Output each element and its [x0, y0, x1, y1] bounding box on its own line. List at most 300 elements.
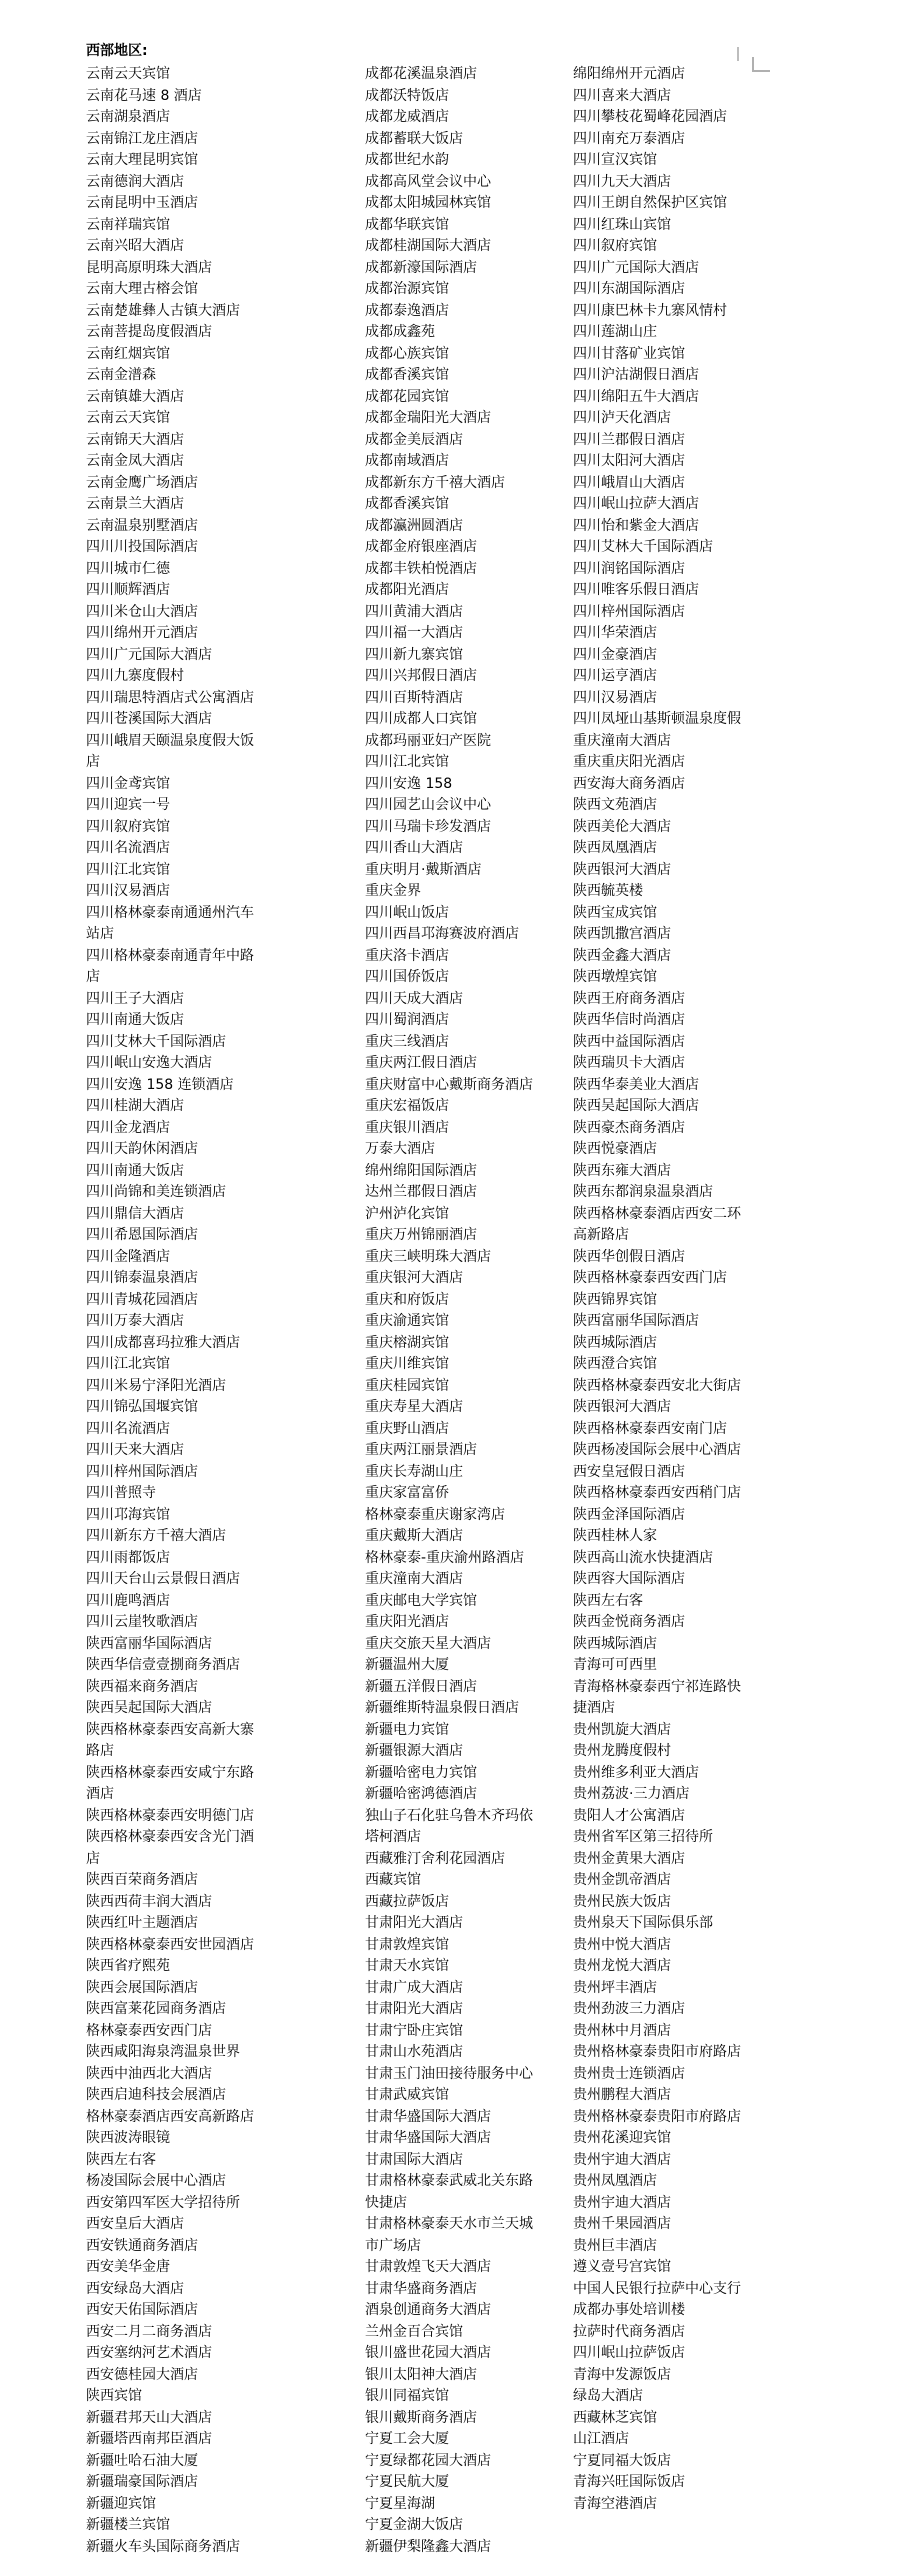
hotel-list-item: 新疆五洋假日酒店 — [365, 1678, 477, 1695]
hotel-list-item: 新疆瑞豪国际酒店 — [86, 2474, 198, 2490]
hotel-list-item: 陕西咸阳海泉湾温泉世界 — [86, 2044, 240, 2060]
hotel-list-item: 重庆寿星大酒店 — [365, 1399, 463, 1415]
hotel-list-item: 陕西澄合宾馆 — [573, 1356, 657, 1372]
hotel-list-item: 甘肃格林豪泰天水市兰天城市广场店 — [365, 2216, 533, 2254]
hotel-list-item: 四川绵阳五牛大酒店 — [573, 388, 699, 405]
hotel-list-item: 四川南通大饭店 — [86, 1012, 184, 1028]
hotel-list-item: 贵州民族大饭店 — [573, 1893, 671, 1910]
hotel-list-item: 四川鹿鸣酒店 — [86, 1592, 170, 1609]
hotel-list-item: 贵州维多利亚大酒店 — [573, 1764, 699, 1781]
hotel-list-item: 甘肃华盛国际大酒店 — [365, 2130, 491, 2146]
hotel-list-item: 四川唯客乐假日酒店 — [573, 582, 699, 598]
hotel-list-item: 陕西悦豪酒店 — [573, 1141, 657, 1157]
hotel-list-item: 陕西中油西北大酒店 — [86, 2065, 212, 2082]
hotel-list-item: 四川艾林大千国际酒店 — [573, 539, 713, 555]
hotel-list-item: 四川苍溪国际大酒店 — [86, 711, 212, 727]
hotel-list-item: 西藏雅汀舍利花园酒店 — [365, 1850, 505, 1867]
hotel-list-item: 陕西毓英楼 — [573, 883, 643, 899]
hotel-list-item: 甘肃敦煌宾馆 — [365, 1936, 449, 1953]
hotel-list-item: 甘肃国际大酒店 — [365, 2151, 463, 2168]
hotel-list-item: 成都南域酒店 — [365, 453, 449, 469]
hotel-list-item: 四川峨眉天颐温泉度假大饭店 — [86, 732, 254, 770]
hotel-list-item: 甘肃玉门油田接待服务中心 — [365, 2065, 533, 2082]
hotel-list-item: 四川梓州国际酒店 — [573, 603, 685, 620]
hotel-list-item: 成都蓄联大饭店 — [365, 130, 463, 147]
hotel-list-item: 陕西银河大酒店 — [573, 1399, 671, 1415]
hotel-list-item: 陕西容大国际酒店 — [573, 1571, 685, 1587]
hotel-list-item: 陕西城际酒店 — [573, 1334, 657, 1351]
hotel-list-item: 成都金瑞阳光大酒店 — [365, 410, 491, 426]
hotel-list-item: 贵州千果园酒店 — [573, 2216, 671, 2232]
hotel-list-item: 四川叙府宾馆 — [573, 238, 657, 254]
hotel-list-item: 陕西墩煌宾馆 — [573, 969, 657, 985]
hotel-list-item: 陕西瑞贝卡大酒店 — [573, 1055, 685, 1071]
hotel-list-item: 成都成鑫苑 — [365, 324, 435, 340]
hotel-list-item: 甘肃广成大酒店 — [365, 1979, 463, 1996]
hotel-list-item: 四川汉易酒店 — [86, 883, 170, 899]
hotel-list-item: 云南金鹰广场酒店 — [86, 474, 198, 491]
hotel-list-item: 四川雨都饭店 — [86, 1549, 170, 1566]
hotel-list-item: 绵州绵阳国际酒店 — [365, 1162, 477, 1179]
hotel-list-item: 重庆戴斯大酒店 — [365, 1528, 463, 1544]
hotel-list-item: 甘肃华盛商务酒店 — [365, 2280, 477, 2297]
hotel-list-item: 陕西格林豪泰西安高新大寨路店 — [86, 1721, 254, 1759]
hotel-list-item: 重庆洛卡酒店 — [365, 947, 449, 964]
hotel-list-item: 甘肃阳光大酒店 — [365, 2001, 463, 2017]
hotel-list-item: 贵州中悦大酒店 — [573, 1936, 671, 1953]
hotel-list-item: 四川九寨度假村 — [86, 668, 184, 684]
hotel-list-item: 陕西福来商务酒店 — [86, 1678, 198, 1695]
hotel-list-item: 拉萨时代商务酒店 — [573, 2323, 685, 2340]
hotel-list-item: 云南兴昭大酒店 — [86, 238, 184, 254]
hotel-list-item: 陕西格林豪泰西安世园酒店 — [86, 1936, 254, 1953]
hotel-list-item: 成都泰逸酒店 — [365, 302, 449, 319]
hotel-list-item: 云南大理昆明宾馆 — [86, 152, 198, 168]
hotel-list-item: 四川峨眉山大酒店 — [573, 474, 685, 491]
hotel-list-item: 陕西华信时尚酒店 — [573, 1012, 685, 1028]
hotel-list-item: 西藏宾馆 — [365, 1872, 421, 1888]
hotel-list-item: 西安绿岛大酒店 — [86, 2280, 184, 2297]
hotel-list-item: 云南湖泉酒店 — [86, 109, 170, 125]
hotel-list-item: 四川马瑞卡珍发酒店 — [365, 818, 491, 835]
hotel-list-item: 四川莲湖山庄 — [573, 324, 657, 340]
hotel-list-item: 重庆川维宾馆 — [365, 1356, 449, 1372]
hotel-list-item: 四川梓州国际酒店 — [86, 1463, 198, 1480]
hotel-list-item: 四川香山大酒店 — [365, 840, 463, 856]
hotel-list-item: 重庆桂园宾馆 — [365, 1377, 449, 1394]
hotel-list-item: 云南云天宾馆 — [86, 66, 170, 82]
hotel-list-item: 四川邛海宾馆 — [86, 1506, 170, 1523]
hotel-list-item: 宁夏星海湖 — [365, 2495, 435, 2512]
hotel-list-item: 重庆渝通宾馆 — [365, 1313, 449, 1329]
hotel-list-item: 新疆迎宾馆 — [86, 2495, 156, 2512]
hotel-list-item: 绿岛大酒店 — [573, 2388, 643, 2404]
hotel-list-item: 甘肃宁卧庄宾馆 — [365, 2022, 463, 2039]
hotel-column-1 — [86, 64, 258, 2558]
hotel-list-item: 陕西华创假日酒店 — [573, 1248, 685, 1265]
hotel-list-item: 甘肃天水宾馆 — [365, 1958, 449, 1974]
hotel-list-item: 陕西吴起国际大酒店 — [86, 1700, 212, 1716]
hotel-list-item: 四川甘落矿业宾馆 — [573, 345, 685, 362]
hotel-list-item: 陕西省疗熙苑 — [86, 1958, 170, 1974]
hotel-list-item: 四川南通大饭店 — [86, 1162, 184, 1179]
hotel-list-item: 万泰大酒店 — [365, 1141, 435, 1157]
hotel-list-item: 成都世纪水韵 — [365, 152, 449, 168]
hotel-list-item: 四川兰郡假日酒店 — [573, 431, 685, 448]
hotel-list-item: 陕西西荷丰润大酒店 — [86, 1893, 212, 1910]
hotel-list-item: 贵阳人才公寓酒店 — [573, 1807, 685, 1824]
hotel-list-item: 成都新濠国际酒店 — [365, 259, 477, 276]
hotel-list-item: 重庆潼南大酒店 — [365, 1571, 463, 1587]
hotel-list-item: 青海中发源饭店 — [573, 2366, 671, 2383]
hotel-list-item: 成都金美辰酒店 — [365, 431, 463, 448]
hotel-list-item: 陕西启迪科技会展酒店 — [86, 2087, 226, 2103]
hotel-list-item: 贵州坪丰酒店 — [573, 1979, 657, 1996]
hotel-column-3 — [573, 64, 747, 2515]
hotel-list-item: 陕西格林豪泰西安含光门酒店 — [86, 1829, 254, 1867]
hotel-list-item: 云南金凤大酒店 — [86, 453, 184, 469]
hotel-list-item: 新疆电力宾馆 — [365, 1721, 449, 1738]
hotel-list-item: 陕西百荣商务酒店 — [86, 1872, 198, 1888]
hotel-list-item: 青海格林豪泰西宁祁连路快捷酒店 — [573, 1678, 741, 1716]
hotel-list-item: 四川顺辉酒店 — [86, 582, 170, 598]
hotel-list-item: 四川瑞思特酒店式公寓酒店 — [86, 689, 254, 706]
hotel-list-item: 格林豪泰-重庆渝州路酒店 — [365, 1549, 525, 1566]
hotel-list-item: 贵州格林豪泰贵阳市府路店 — [573, 2044, 741, 2060]
hotel-list-item: 重庆阳光酒店 — [365, 1614, 449, 1630]
hotel-list-item: 四川兴邦假日酒店 — [365, 668, 477, 684]
hotel-list-item: 贵州宇迪大酒店 — [573, 2194, 671, 2211]
hotel-list-item: 昆明高原明珠大酒店 — [86, 259, 212, 276]
hotel-list-item: 陕西东雍大酒店 — [573, 1162, 671, 1179]
hotel-list-item: 贵州格林豪泰贵阳市府路店 — [573, 2108, 741, 2125]
hotel-list-item: 陕西宾馆 — [86, 2388, 142, 2404]
hotel-list-item: 陕西银河大酒店 — [573, 861, 671, 878]
hotel-list-item: 甘肃武威宾馆 — [365, 2087, 449, 2103]
hotel-list-item: 四川绵州开元酒店 — [86, 625, 198, 641]
hotel-list-item: 格林豪泰西安西门店 — [86, 2022, 212, 2039]
hotel-list-item: 重庆银河大酒店 — [365, 1270, 463, 1286]
hotel-list-item: 陕西中益国际酒店 — [573, 1033, 685, 1050]
hotel-list-item: 陕西豪杰商务酒店 — [573, 1119, 685, 1136]
hotel-list-item: 四川锦泰温泉酒店 — [86, 1270, 198, 1286]
hotel-list-item: 甘肃格林豪泰武威北关东路快捷店 — [365, 2173, 533, 2211]
hotel-list-item: 云南楚雄彝人古镇大酒店 — [86, 302, 240, 319]
hotel-list-item: 西安皇冠假日酒店 — [573, 1463, 685, 1480]
hotel-list-item: 新疆吐哈石油大厦 — [86, 2452, 198, 2469]
hotel-list-item: 四川名流酒店 — [86, 840, 170, 856]
hotel-list-item: 四川天来大酒店 — [86, 1442, 184, 1458]
hotel-list-item: 宁夏工会大厦 — [365, 2431, 449, 2447]
hotel-list-item: 成都玛丽亚妇产医院 — [365, 732, 491, 749]
hotel-list-item: 四川格林豪泰南通青年中路店 — [86, 947, 254, 985]
hotel-list-item: 新疆楼兰宾馆 — [86, 2517, 170, 2533]
hotel-list-item: 成都高风堂会议中心 — [365, 173, 491, 190]
hotel-list-item: 西安德桂园大酒店 — [86, 2366, 198, 2383]
hotel-list-item: 陕西锦界宾馆 — [573, 1291, 657, 1308]
hotel-list-item: 西安第四军医大学招待所 — [86, 2194, 240, 2211]
hotel-list-item: 四川江北宾馆 — [365, 754, 449, 770]
hotel-list-item: 新疆君邦天山大酒店 — [86, 2409, 212, 2426]
hotel-list-item: 陕西王府商务酒店 — [573, 990, 685, 1007]
hotel-list-item: 陕西富丽华国际酒店 — [573, 1313, 699, 1329]
hotel-list-item: 贵州凤凰酒店 — [573, 2173, 657, 2189]
hotel-list-item: 云南德润大酒店 — [86, 173, 184, 190]
hotel-list-item: 四川成都喜玛拉雅大酒店 — [86, 1334, 240, 1351]
hotel-list-item: 云南花马速 8 酒店 — [86, 87, 202, 104]
hotel-list-item: 云南云天宾馆 — [86, 410, 170, 426]
hotel-list-item: 贵州林中月酒店 — [573, 2022, 671, 2039]
hotel-list-item: 西安塞纳河艺术酒店 — [86, 2345, 212, 2361]
hotel-list-item: 四川城市仁德 — [86, 560, 170, 577]
hotel-list-item: 陕西格林豪泰西安北大街店 — [573, 1377, 741, 1394]
hotel-list-item: 陕西会展国际酒店 — [86, 1979, 198, 1996]
hotel-list-item: 四川园艺山会议中心 — [365, 797, 491, 813]
hotel-list-item: 云南锦江龙庄酒店 — [86, 130, 198, 147]
hotel-list-item: 中国人民银行拉萨中心支行成都办事处培训楼 — [573, 2280, 741, 2318]
hotel-list-item: 宁夏民航大厦 — [365, 2474, 449, 2490]
hotel-list-item: 西藏林芝宾馆 — [573, 2409, 657, 2426]
hotel-list-item: 陕西宝成宾馆 — [573, 904, 657, 921]
hotel-list-item: 青海兴旺国际饭店 — [573, 2474, 685, 2490]
hotel-list-item: 陕西格林豪泰西安明德门店 — [86, 1807, 254, 1824]
hotel-list-item: 重庆两江假日酒店 — [365, 1055, 477, 1071]
hotel-list-item: 独山子石化驻乌鲁木齐玛依塔柯酒店 — [365, 1807, 533, 1845]
hotel-list-item: 四川喜来大酒店 — [573, 87, 671, 104]
hotel-list-item: 陕西高山流水快捷酒店 — [573, 1549, 713, 1566]
hotel-list-item: 陕西桂林人家 — [573, 1528, 657, 1544]
hotel-list-item: 四川福一大酒店 — [365, 625, 463, 641]
hotel-list-item: 重庆财富中心戴斯商务酒店 — [365, 1076, 533, 1093]
hotel-list-item: 重庆潼南大酒店 — [573, 732, 671, 749]
hotel-list-item: 四川天成大酒店 — [365, 990, 463, 1007]
hotel-list-item: 四川广元国际大酒店 — [86, 646, 212, 663]
hotel-list-item: 陕西金悦商务酒店 — [573, 1614, 685, 1630]
hotel-list-item: 贵州龙悦大酒店 — [573, 1958, 671, 1974]
hotel-list-item: 云南景兰大酒店 — [86, 496, 184, 512]
hotel-list-item: 云南锦天大酒店 — [86, 431, 184, 448]
hotel-list-item: 甘肃阳光大酒店 — [365, 1915, 463, 1931]
hotel-list-item: 陕西富莱花园商务酒店 — [86, 2001, 226, 2017]
hotel-list-item: 四川锦弘国堰宾馆 — [86, 1399, 198, 1415]
hotel-list-item: 贵州泉天下国际俱乐部 — [573, 1915, 713, 1931]
hotel-list-item: 绵阳绵州开元酒店 — [573, 66, 685, 82]
hotel-list-item: 成都治源宾馆 — [365, 281, 449, 297]
hotel-list-item: 贵州贵士连锁酒店 — [573, 2065, 685, 2082]
hotel-list-item: 四川南充万泰酒店 — [573, 130, 685, 147]
hotel-list-item: 贵州花溪迎宾馆 — [573, 2130, 671, 2146]
hotel-list-item: 四川西昌邛海赛波府酒店 — [365, 926, 519, 942]
hotel-list-item: 四川岷山安逸大酒店 — [86, 1055, 212, 1071]
hotel-list-item: 四川鼎信大酒店 — [86, 1205, 184, 1222]
hotel-list-item: 格林豪泰酒店西安高新路店 — [86, 2108, 254, 2125]
hotel-list-item: 银川戴斯商务酒店 — [365, 2409, 477, 2426]
hotel-list-item: 重庆野山酒店 — [365, 1420, 449, 1437]
hotel-list-item: 重庆两江丽景酒店 — [365, 1442, 477, 1458]
hotel-list-item: 新疆伊梨隆鑫大酒店 — [365, 2538, 491, 2555]
hotel-list-item: 陕西格林豪泰西安西门店 — [573, 1270, 727, 1286]
hotel-list-item: 重庆万州锦丽酒店 — [365, 1227, 477, 1243]
hotel-list-item: 四川红珠山宾馆 — [573, 216, 671, 233]
hotel-list-item: 云南昆明中玉酒店 — [86, 195, 198, 211]
hotel-list-item: 四川岷山拉萨大酒店 — [573, 496, 699, 512]
hotel-list-item: 四川运亨酒店 — [573, 668, 657, 684]
hotel-list-item: 四川岷山拉萨饭店 — [573, 2345, 685, 2361]
hotel-list-item: 陕西格林豪泰西安西稍门店 — [573, 1485, 741, 1501]
hotel-list-item: 四川沪沽湖假日酒店 — [573, 367, 699, 383]
hotel-list-item: 四川万泰大酒店 — [86, 1313, 184, 1329]
hotel-list-item: 青海空港酒店 — [573, 2495, 657, 2512]
hotel-list-item: 陕西东都润泉温泉酒店 — [573, 1184, 713, 1200]
hotel-list-item: 重庆银川酒店 — [365, 1119, 449, 1136]
hotel-list-item: 陕西文苑酒店 — [573, 797, 657, 813]
hotel-list-item: 格林豪泰重庆谢家湾店 — [365, 1506, 505, 1523]
hotel-list-item: 贵州巨丰酒店 — [573, 2237, 657, 2254]
hotel-list-item: 重庆长寿湖山庄 — [365, 1463, 463, 1480]
hotel-list-item: 四川江北宾馆 — [86, 1356, 170, 1372]
hotel-list-item: 四川艾林大千国际酒店 — [86, 1033, 226, 1050]
hotel-list-item: 四川岷山饭店 — [365, 904, 449, 921]
hotel-list-item: 四川泸天化酒店 — [573, 410, 671, 426]
region-header: 西部地区: — [86, 43, 148, 59]
hotel-list-item: 四川云崖牧歌酒店 — [86, 1614, 198, 1630]
hotel-list-item: 西安海大商务酒店 — [573, 775, 685, 792]
hotel-list-item: 重庆家富富侨 — [365, 1485, 449, 1501]
hotel-list-item: 四川安逸 158 — [365, 775, 453, 792]
hotel-list-item: 重庆三峡明珠大酒店 — [365, 1248, 491, 1265]
hotel-list-item: 四川金龙酒店 — [86, 1119, 170, 1136]
hotel-list-item: 贵州荔波·三力酒店 — [573, 1786, 690, 1802]
hotel-list-item: 陕西美伦大酒店 — [573, 818, 671, 835]
hotel-list-item: 云南镇雄大酒店 — [86, 388, 184, 405]
hotel-list-item: 宁夏金湖大饭店 — [365, 2517, 463, 2533]
hotel-list-item: 西安天佑国际酒店 — [86, 2302, 198, 2318]
hotel-list-item: 陕西金鑫大酒店 — [573, 947, 671, 964]
hotel-list-item: 银川盛世花园大酒店 — [365, 2345, 491, 2361]
hotel-list-item: 西安皇后大酒店 — [86, 2216, 184, 2232]
hotel-list-item: 四川天韵休闲酒店 — [86, 1141, 198, 1157]
hotel-list-item: 四川蜀润酒店 — [365, 1012, 449, 1028]
hotel-list-item: 云南红烟宾馆 — [86, 345, 170, 362]
hotel-list-item: 成都桂湖国际大酒店 — [365, 238, 491, 254]
hotel-list-item: 陕西凤凰酒店 — [573, 840, 657, 856]
hotel-list-item: 四川米易宁泽阳光酒店 — [86, 1377, 226, 1394]
hotel-list-item: 新疆哈密鸿德酒店 — [365, 1786, 477, 1802]
hotel-list-item: 宁夏同福大饭店 — [573, 2452, 671, 2469]
hotel-list-item: 四川安逸 158 连锁酒店 — [86, 1076, 234, 1093]
hotel-list-item: 重庆邮电大学宾馆 — [365, 1592, 477, 1609]
hotel-list-item: 四川名流酒店 — [86, 1420, 170, 1437]
hotel-list-item: 四川青城花园酒店 — [86, 1291, 198, 1308]
hotel-list-item: 四川攀枝花蜀峰花园酒店 — [573, 109, 727, 125]
hotel-list-item: 陕西凯撒宫酒店 — [573, 926, 671, 942]
hotel-list-item: 云南菩提岛度假酒店 — [86, 324, 212, 340]
hotel-list-item: 成都心族宾馆 — [365, 345, 449, 362]
hotel-list-item: 陕西格林豪泰西安咸宁东路酒店 — [86, 1764, 254, 1802]
hotel-list-item: 四川润铭国际酒店 — [573, 560, 685, 577]
hotel-list-item: 贵州鹏程大酒店 — [573, 2087, 671, 2103]
hotel-list-item: 酒泉创通商务大酒店 — [365, 2302, 491, 2318]
hotel-list-item: 重庆榕湖宾馆 — [365, 1334, 449, 1351]
hotel-list-item: 甘肃敦煌飞天大酒店 — [365, 2259, 491, 2275]
hotel-list-item: 山江酒店 — [573, 2431, 629, 2447]
hotel-list-item: 甘肃山水苑酒店 — [365, 2044, 463, 2060]
hotel-list-item: 陕西华泰美业大酒店 — [573, 1076, 699, 1093]
hotel-list-item: 四川普照寺 — [86, 1485, 156, 1501]
hotel-list-item: 新疆维斯特温泉假日酒店 — [365, 1700, 519, 1716]
hotel-list-item: 成都香溪宾馆 — [365, 367, 449, 383]
hotel-list-item: 四川王朗自然保护区宾馆 — [573, 195, 727, 211]
hotel-list-item: 四川成都人口宾馆 — [365, 711, 477, 727]
hotel-list-item: 遵义壹号宫宾馆 — [573, 2259, 671, 2275]
hotel-list-item: 陕西杨凌国际会展中心酒店 — [573, 1442, 741, 1458]
hotel-list-item: 四川汉易酒店 — [573, 689, 657, 706]
hotel-list-item: 重庆交旅天星大酒店 — [365, 1635, 491, 1652]
hotel-list-item: 新疆银源大酒店 — [365, 1743, 463, 1759]
hotel-list-item: 四川新东方千禧大酒店 — [86, 1528, 226, 1544]
hotel-list-item: 四川迎宾一号 — [86, 797, 170, 813]
hotel-list-item: 甘肃华盛国际大酒店 — [365, 2108, 491, 2125]
hotel-list-item: 贵州龙腾度假村 — [573, 1743, 671, 1759]
hotel-list-item: 四川宣汉宾馆 — [573, 152, 657, 168]
hotel-list-item: 贵州劲波三力酒店 — [573, 2001, 685, 2017]
hotel-list-item: 云南祥瑞宾馆 — [86, 216, 170, 233]
hotel-list-item: 成都瀛洲圆酒店 — [365, 517, 463, 534]
hotel-list-item: 四川凤垭山基斯顿温泉度假 — [573, 711, 741, 727]
hotel-list-item: 四川桂湖大酒店 — [86, 1098, 184, 1114]
hotel-list-item: 新疆塔西南邦臣酒店 — [86, 2431, 212, 2447]
hotel-list-item: 贵州省军区第三招待所 — [573, 1829, 713, 1845]
hotel-list-item: 四川华荣酒店 — [573, 625, 657, 641]
hotel-column-2 — [365, 64, 537, 2558]
hotel-list-item: 成都新东方千禧大酒店 — [365, 474, 505, 491]
hotel-list-item: 陕西华信壹壹捌商务酒店 — [86, 1657, 240, 1673]
hotel-list-item: 陕西格林豪泰西安南门店 — [573, 1420, 727, 1437]
hotel-list-item: 四川黄浦大酒店 — [365, 603, 463, 620]
hotel-list-item: 成都丰铁柏悦酒店 — [365, 560, 477, 577]
hotel-list-item: 四川格林豪泰南通通州汽车站店 — [86, 904, 254, 942]
hotel-list-item: 四川江北宾馆 — [86, 861, 170, 878]
hotel-list-item: 四川王子大酒店 — [86, 990, 184, 1007]
hotel-list-item: 四川百斯特酒店 — [365, 689, 463, 706]
hotel-list-item: 成都太阳城园林宾馆 — [365, 195, 491, 211]
hotel-list-item: 银川同福宾馆 — [365, 2388, 449, 2404]
hotel-list-item: 四川太阳河大酒店 — [573, 453, 685, 469]
hotel-list-item: 四川九天大酒店 — [573, 173, 671, 190]
hotel-list-item: 四川希恩国际酒店 — [86, 1227, 198, 1243]
broken-image-corner — [752, 57, 770, 72]
hotel-list-item: 重庆三线酒店 — [365, 1033, 449, 1050]
hotel-list-item: 重庆和府饭店 — [365, 1291, 449, 1308]
hotel-list-item: 四川尚锦和美连锁酒店 — [86, 1184, 226, 1200]
hotel-list-item: 云南金潽森 — [86, 367, 156, 383]
hotel-list-item: 四川金隆酒店 — [86, 1248, 170, 1265]
hotel-list-item: 陕西左右客 — [573, 1592, 643, 1609]
hotel-list-item: 宁夏绿都花园大酒店 — [365, 2452, 491, 2469]
hotel-list-item: 兰州金百合宾馆 — [365, 2323, 463, 2340]
hotel-list-item: 成都花溪温泉酒店 — [365, 66, 477, 82]
hotel-list-item: 四川国侨饭店 — [365, 969, 449, 985]
hotel-list-item: 云南大理古榕会馆 — [86, 281, 198, 297]
hotel-list-item: 西安美华金唐 — [86, 2259, 170, 2275]
hotel-list-item: 陕西左右客 — [86, 2151, 156, 2168]
hotel-list-item: 重庆金界 — [365, 883, 421, 899]
hotel-list-item: 陕西波涛眼镜 — [86, 2130, 170, 2146]
hotel-list-item: 达州兰郡假日酒店 — [365, 1184, 477, 1200]
hotel-list-item: 陕西格林豪泰酒店西安二环高新路店 — [573, 1205, 741, 1243]
hotel-list-item: 四川川投国际酒店 — [86, 539, 198, 555]
hotel-list-item: 云南温泉别墅酒店 — [86, 517, 198, 534]
